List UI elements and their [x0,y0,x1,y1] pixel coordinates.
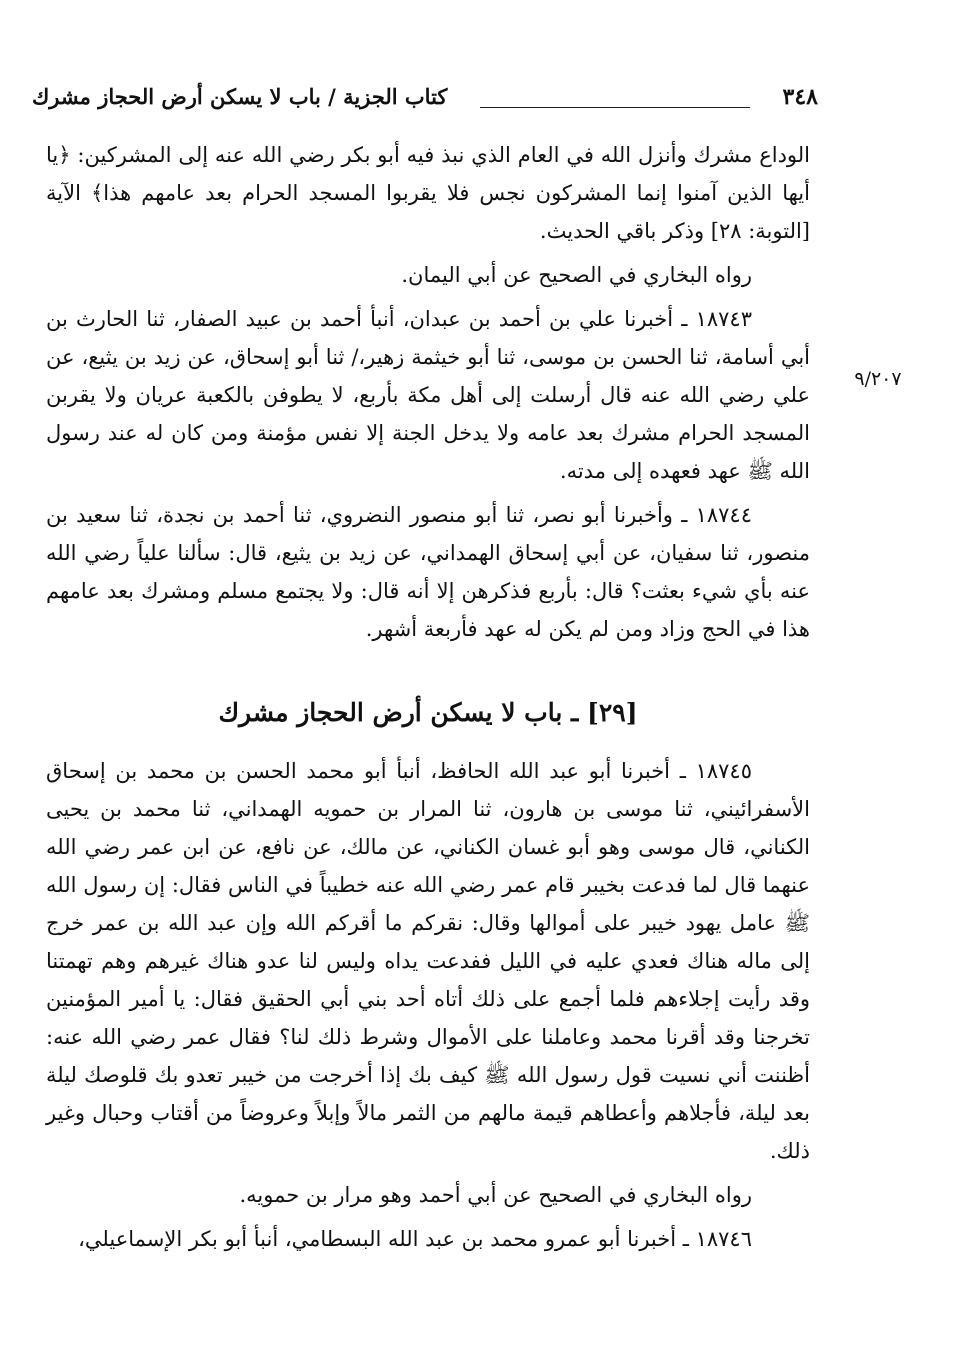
paragraph-hadith-18744: ١٨٧٤٤ ـ وأخبرنا أبو نصر، ثنا أبو منصور النضروي، ثنا أحمد بن نجدة، ثنا سعيد بن منصور، ثنا سفيان، عن أبي إسحاق الهمداني، عن زيد بن يثيع، قال: سألنا علياً رضي الله عنه بأي شيء بعثت؟ قال: بأربع فذكرهن إلا أنه قال: ولا يجتمع مسلم ومشرك بعد عامهم هذا في الحج وزاد ومن لم يكن له عهد فأربعة أشهر. [46,503,810,641]
paragraph-hadith-18745: ١٨٧٤٥ ـ أخبرنا أبو عبد الله الحافظ، أنبأ أبو محمد الحسن بن محمد بن إسحاق الأسفرائيني، ثنا موسى بن هارون، ثنا المرار بن حمويه الهمداني، ثنا محمد بن يحيى الكناني، قال موسى وهو أبو غسان الكناني، عن مالك، عن نافع، عن ابن عمر رضي الله عنهما قال لما فدعت بخيبر قام عمر رضي الله عنه خطيباً في الناس فقال: إن رسول الله ﷺ عامل يهود خيبر على أموالها وقال: نقركم ما أقركم الله وإن عبد الله بن عمر خرج إلى ماله هناك فعدي عليه في الليل ففدعت يداه وليس لنا عدو هناك غيرهم وهم تهمتنا وقد رأيت إجلاءهم فلما أجمع على ذلك أتاه أحد بني أبي الحقيق فقال: يا أمير المؤمنين تخرجنا وقد أقرنا محمد وعاملنا على الأموال وشرط ذلك لنا؟ فقال عمر رضي الله عنه: أظننت أني نسيت قول رسول الله ﷺ كيف بك إذا أخرجت من خيبر تعدو بك قلوصك ليلة بعد ليلة، فأجلاهم وأعطاهم قيمة مالهم من الثمر مالاً وإبلاً وعروضاً من أقتاب وحبال وغير ذلك. [46,759,810,1163]
text-block-top [46,136,810,648]
header-rule [480,107,750,108]
paragraph-hadith-18743: ١٨٧٤٣ ـ أخبرنا علي بن أحمد بن عبدان، أنبأ أحمد بن عبيد الصفار، ثنا الحارث بن أبي أسامة، ثنا الحسن بن موسى، ثنا أبو خيثمة زهير،/ ثنا أبو إسحاق، عن زيد بن يثيع، عن علي رضي الله عنه قال أرسلت إلى أهل مكة بأربع، لا يطوفن بالكعبة عريان ولا يقربن المسجد الحرام مشرك بعد عامه ولا يدخل الجنة إلا نفس مؤمنة ومن كان له عند رسول الله ﷺ عهد فعهده إلى مدته. [46,307,810,483]
section-heading: [٢٩] ـ باب لا يسكن أرض الحجاز مشرك [218,698,638,727]
page-number: ٣٤٨ [782,84,818,110]
text-block-bottom [46,752,810,1258]
page-header [32,76,818,120]
paragraph-narration-2: رواه البخاري في الصحيح عن أبي أحمد وهو مرار بن حمويه. [239,1183,752,1207]
margin-reference: ٩/٢٠٧ [854,368,902,390]
paragraph-narration-1: رواه البخاري في الصحيح عن أبي اليمان. [401,263,752,287]
paragraph-continuation: الوداع مشرك وأنزل الله في العام الذي نبذ فيه أبو بكر رضي الله عنه إلى المشركين: ﴿يا أيها الذين آمنوا إنما المشركون نجس فلا يقربوا المسجد الحرام بعد عامهم هذا﴾ الآية [التوبة: ٢٨] وذكر باقي الحديث. [46,143,810,243]
running-title: كتاب الجزية / باب لا يسكن أرض الحجاز مشرك [32,84,448,109]
paragraph-hadith-18746: ١٨٧٤٦ ـ أخبرنا أبو عمرو محمد بن عبد الله البسطامي، أنبأ أبو بكر الإسماعيلي، [78,1227,752,1251]
